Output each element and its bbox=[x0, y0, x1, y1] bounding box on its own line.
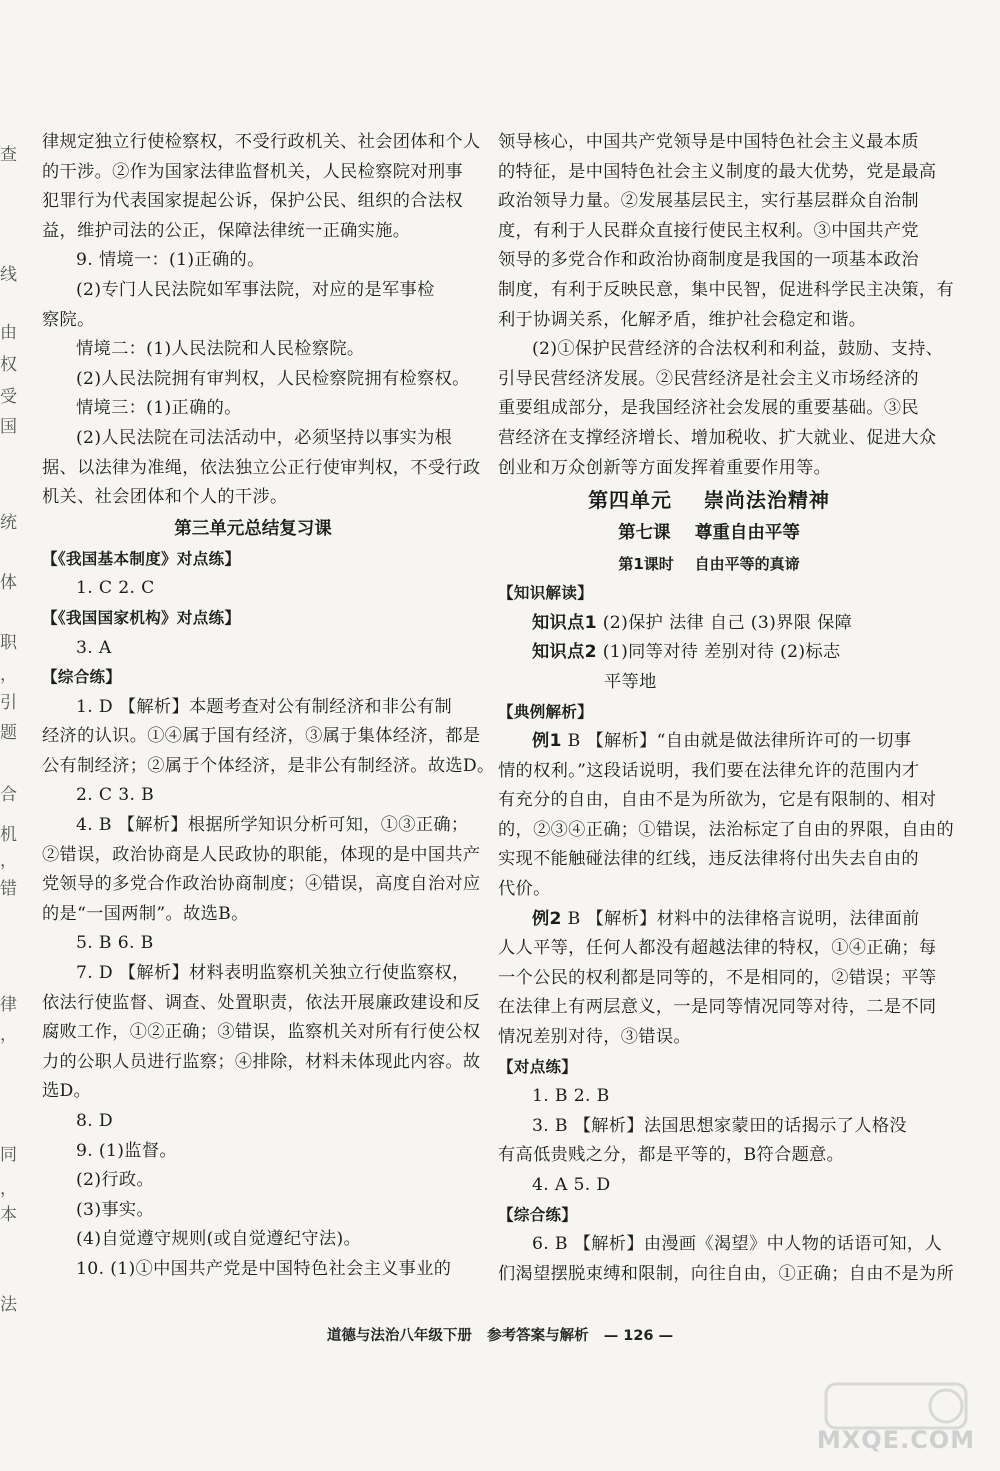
text-line: 领导的多党合作和政治协商制度是我国的一项基本政治 bbox=[498, 250, 919, 271]
watermark-site-text: MXQE.COM bbox=[816, 1426, 976, 1454]
edge-mark: 机 bbox=[0, 825, 17, 845]
text-line: 情的权利。”这段话说明，我们要在法律允许的范围内才 bbox=[498, 760, 920, 781]
section-heading: 第七课 尊重自由平等 bbox=[618, 523, 800, 544]
text-line: 犯罪行为代表国家提起公诉，保护公民、组织的合法权 bbox=[42, 191, 463, 212]
item-label: 知识点1 bbox=[532, 612, 597, 633]
exercise-heading: 【典例解析】 bbox=[498, 702, 594, 721]
text-line: 选D。 bbox=[42, 1081, 92, 1102]
text-line: 有充分的自由，自由不是为所欲为，它是有限制的、相对 bbox=[498, 790, 937, 811]
edge-mark: 法 bbox=[0, 1295, 17, 1315]
text-line: 8. D bbox=[76, 1111, 114, 1131]
item-label: 例1 bbox=[532, 731, 562, 752]
edge-mark: 由 bbox=[0, 323, 17, 343]
edge-mark: 体 bbox=[0, 573, 17, 593]
text-line: 实现不能触碰法律的红线，违反法律将付出失去自由的 bbox=[498, 849, 919, 870]
text-line: 5. B 6. B bbox=[76, 933, 154, 954]
item-label: 例2 bbox=[532, 908, 562, 929]
text-line: 例1 B 【解析】“自由就是做法律所许可的一切事 bbox=[532, 731, 912, 752]
item-label: 知识点2 bbox=[532, 642, 597, 663]
text-line: 3. B 【解析】法国思想家蒙田的话揭示了人格没 bbox=[532, 1115, 907, 1136]
text-line: 政治领导力量。②发展基层民主，实行基层群众自治制 bbox=[498, 191, 919, 212]
edge-mark: 权 bbox=[0, 355, 17, 375]
text-line: 人人平等，任何人都没有超越法律的特权，①④正确；每 bbox=[498, 938, 937, 959]
text-line: 律规定独立行使检察权，不受行政机关、社会团体和个人 bbox=[42, 132, 481, 152]
text-line: 度，有利于人民群众直接行使民主权利。③中国共产党 bbox=[498, 220, 919, 241]
text-line: 益，维护司法的公正，保障法律统一正确实施。 bbox=[42, 220, 411, 241]
edge-mark: 合 bbox=[0, 785, 17, 805]
text-line: 经济的认识。①④属于国有经济，③属于集体经济，都是 bbox=[42, 726, 481, 747]
text-line: (2)①保护民营经济的合法权利和利益，鼓励、支持、 bbox=[532, 339, 944, 360]
text-line: 力的公职人员进行监察；④排除，材料未体现此内容。故 bbox=[42, 1051, 481, 1072]
left-column bbox=[42, 128, 495, 1285]
text-line: 腐败工作，①②正确；③错误，监察机关对所有行使公权 bbox=[42, 1022, 481, 1043]
edge-mark: 统 bbox=[0, 513, 17, 533]
exercise-heading: 【综合练】 bbox=[498, 1205, 578, 1224]
text-line: 知识点2 (1)同等对待 差别对待 (2)标志 bbox=[532, 642, 841, 663]
text-line: 创业和万众创新等方面发挥着重要作用等。 bbox=[498, 457, 832, 478]
section-heading: 第三单元总结复习课 bbox=[174, 518, 332, 539]
text-line: 在法律上有两层意义，一是同等情况同等对待，二是不同 bbox=[498, 997, 937, 1018]
exercise-heading: 【《我国基本制度》对点练】 bbox=[42, 549, 241, 568]
text-line: 1. D 【解析】本题考查对公有制经济和非公有制 bbox=[76, 696, 453, 717]
text-line: 利于协调关系，化解矛盾，维护社会稳定和谐。 bbox=[498, 309, 867, 330]
edge-mark: 引 bbox=[0, 693, 17, 713]
edge-mark: 线 bbox=[0, 265, 17, 285]
edge-mark: 错 bbox=[0, 879, 17, 899]
unit-heading: 第四单元 崇尚法治精神 bbox=[588, 488, 830, 513]
text-line: 情况差别对待，③错误。 bbox=[498, 1027, 691, 1048]
text-line: 们渴望摆脱束缚和限制，向往自由，①正确；自由不是为所 bbox=[498, 1263, 954, 1284]
edge-mark: ， bbox=[0, 1179, 17, 1199]
right-column bbox=[498, 128, 954, 1289]
text-line: 营经济在支撑经济增长、增加税收、扩大就业、促进大众 bbox=[498, 427, 937, 448]
page-footer: 道德与法治八年级下册 参考答案与解析 — 126 — bbox=[326, 1328, 674, 1344]
edge-mark: 同 bbox=[0, 1145, 17, 1165]
text-line: 的是“一国两制”。故选B。 bbox=[42, 903, 249, 924]
text-line: (4)自觉遵守规则(或自觉遵纪守法)。 bbox=[76, 1229, 362, 1250]
text-line: 3. A bbox=[76, 637, 112, 658]
text-line: 例2 B 【解析】材料中的法律格言说明，法律面前 bbox=[532, 908, 920, 929]
text-line: 9. (1)监督。 bbox=[76, 1140, 177, 1161]
text-line: (2)专门人民法院如军事法院，对应的是军事检 bbox=[76, 279, 435, 300]
text-line: 6. B 【解析】由漫画《渴望》中人物的话语可知，人 bbox=[532, 1234, 942, 1255]
edge-mark: ， bbox=[0, 1025, 17, 1045]
text-line: 情境三：(1)正确的。 bbox=[76, 398, 242, 419]
text-line: 机关、社会团体和个人的干涉。 bbox=[42, 487, 288, 508]
text-line: 据、以法律为准绳，依法独立公正行使审判权，不受行政 bbox=[42, 457, 481, 478]
text-line: 代价。 bbox=[498, 879, 551, 900]
text-line: 1. B 2. B bbox=[532, 1086, 610, 1107]
edge-mark: ， bbox=[0, 665, 17, 685]
left-margin-edge bbox=[0, 0, 22, 1360]
text-line: 平等地 bbox=[604, 671, 657, 692]
exercise-heading: 【综合练】 bbox=[42, 668, 122, 687]
text-line: (2)人民法院在司法活动中，必须坚持以事实为根 bbox=[76, 427, 453, 448]
text-line: 公有制经济；②属于个体经济，是非公有制经济。故选D。 bbox=[42, 755, 495, 776]
edge-mark: 本 bbox=[0, 1205, 17, 1225]
text-line: 一个公民的权利都是同等的，不是相同的，②错误；平等 bbox=[498, 967, 937, 988]
edge-mark: 职 bbox=[0, 633, 17, 653]
text-line: ②错误，政治协商是人民政协的职能，体现的是中国共产 bbox=[42, 844, 481, 865]
edge-mark: 题 bbox=[0, 723, 17, 743]
text-line: 9. 情境一：(1)正确的。 bbox=[76, 250, 265, 271]
text-line: 4. B 【解析】根据所学知识分析可知，①③正确； bbox=[76, 815, 469, 836]
edge-mark: 国 bbox=[0, 417, 17, 437]
text-line: 10. (1)①中国共产党是中国特色社会主义事业的 bbox=[76, 1258, 452, 1279]
text-line: (3)事实。 bbox=[76, 1199, 155, 1220]
text-line: 重要组成部分，是我国经济社会发展的重要基础。③民 bbox=[498, 398, 919, 419]
text-line: 的干涉。②作为国家法律监督机关，人民检察院对刑事 bbox=[42, 161, 463, 182]
exercise-heading: 【知识解读】 bbox=[498, 584, 594, 603]
text-line: 情境二：(1)人民法院和人民检察院。 bbox=[76, 339, 365, 360]
text-line: 有高低贵贱之分，都是平等的，B符合题意。 bbox=[498, 1145, 845, 1166]
text-line: 察院。 bbox=[42, 309, 95, 330]
exercise-heading: 【对点练】 bbox=[498, 1057, 578, 1076]
text-line: 1. C 2. C bbox=[76, 578, 155, 599]
text-line: 的特征，是中国特色社会主义制度的最大优势，党是最高 bbox=[498, 161, 937, 182]
edge-mark: ， bbox=[0, 851, 17, 871]
text-line: 7. D 【解析】材料表明监察机关独立行使监察权， bbox=[76, 963, 470, 984]
text-line: 的，②③④正确；①错误，法治标定了自由的界限，自由的 bbox=[498, 819, 954, 840]
edge-mark: 受 bbox=[0, 387, 17, 407]
text-line: 依法行使监督、调查、处置职责，依法开展廉政建设和反 bbox=[42, 992, 481, 1013]
text-line: 领导核心，中国共产党领导是中国特色社会主义最本质 bbox=[498, 132, 919, 152]
watermark-logo bbox=[806, 1378, 986, 1464]
text-line: 引导民营经济发展。②民营经济是社会主义市场经济的 bbox=[498, 368, 919, 389]
text-line: 党领导的多党合作政治协商制度；④错误，高度自治对应 bbox=[42, 874, 481, 895]
text-line: (2)行政。 bbox=[76, 1170, 155, 1191]
edge-mark: 律 bbox=[0, 995, 17, 1015]
subsection-heading: 第1课时 自由平等的真谛 bbox=[618, 555, 800, 574]
text-line: 制度，有利于反映民意，集中民智，促进科学民主决策，有 bbox=[498, 279, 954, 300]
text-line: (2)人民法院拥有审判权，人民检察院拥有检察权。 bbox=[76, 368, 470, 389]
text-line: 知识点1 (2)保护 法律 自己 (3)界限 保障 bbox=[532, 612, 853, 633]
text-line: 4. A 5. D bbox=[532, 1175, 611, 1195]
text-line: 2. C 3. B bbox=[76, 785, 155, 806]
exercise-heading: 【《我国国家机构》对点练】 bbox=[42, 608, 241, 627]
edge-mark: 查 bbox=[0, 145, 17, 165]
